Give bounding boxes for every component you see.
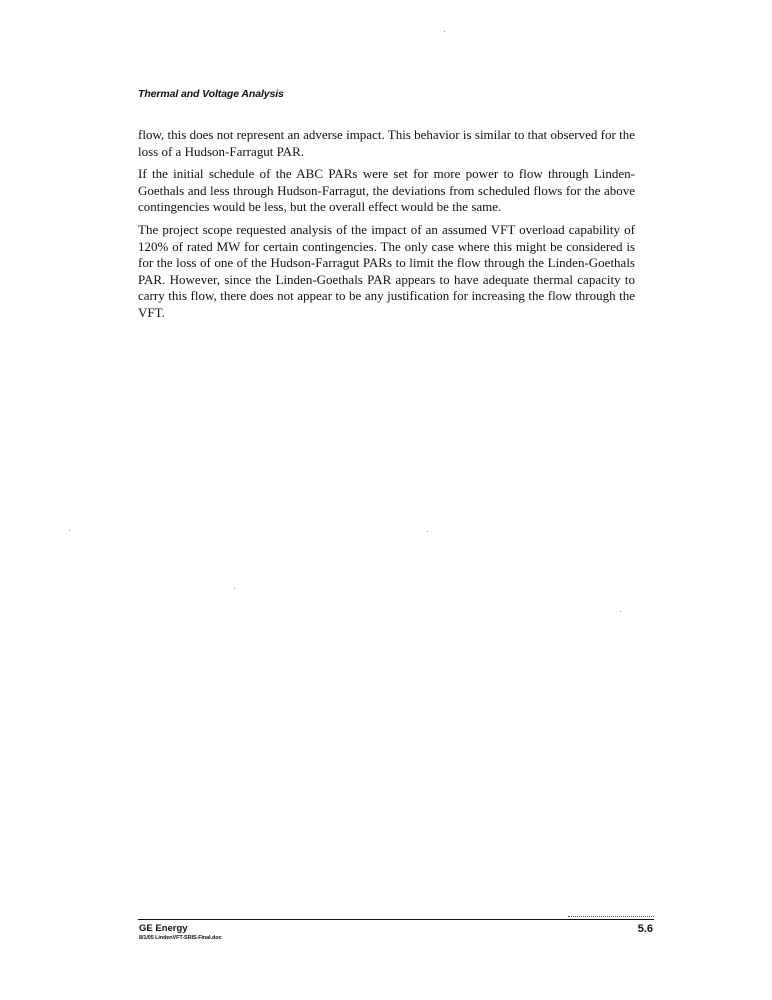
footer-file-info: 8/1/05 LindenVFT-SRIS-Final.doc — [139, 935, 222, 941]
footer-rule-dots — [568, 916, 654, 917]
footer-company: GE Energy — [139, 923, 188, 934]
paragraph: The project scope requested analysis of the impact of an assumed VFT overload capability of 120% of rated MW for certain contingencies. The only case where this might be considered is for the loss of one of the Hudson-Farragut PARs to limit the flow through the Linden-Goethals PAR. However, since the Linden-Goethals PAR appears to have adequate thermal capacity to carry this flow, there does not appear to be any justification for increasing the flow through the VFT. — [138, 221, 635, 320]
scan-speck — [234, 588, 235, 589]
paragraph: If the initial schedule of the ABC PARs were set for more power to flow through Linden-Goethals and less through Hudson-Farragut, the deviations from scheduled flows for the above contingencies would be less, but the overall effect would be the same. — [138, 166, 635, 215]
running-header: Thermal and Voltage Analysis — [138, 88, 284, 100]
scan-speck — [620, 611, 621, 612]
body-text — [138, 127, 635, 328]
paragraph: flow, this does not represent an adverse impact. This behavior is similar to that observed for the loss of a Hudson-Farragut PAR. — [138, 127, 635, 159]
page-number: 5.6 — [637, 923, 653, 935]
scan-speck — [427, 531, 428, 532]
footer-rule — [138, 919, 654, 920]
scan-speck — [69, 530, 70, 531]
scan-speck — [444, 31, 445, 32]
